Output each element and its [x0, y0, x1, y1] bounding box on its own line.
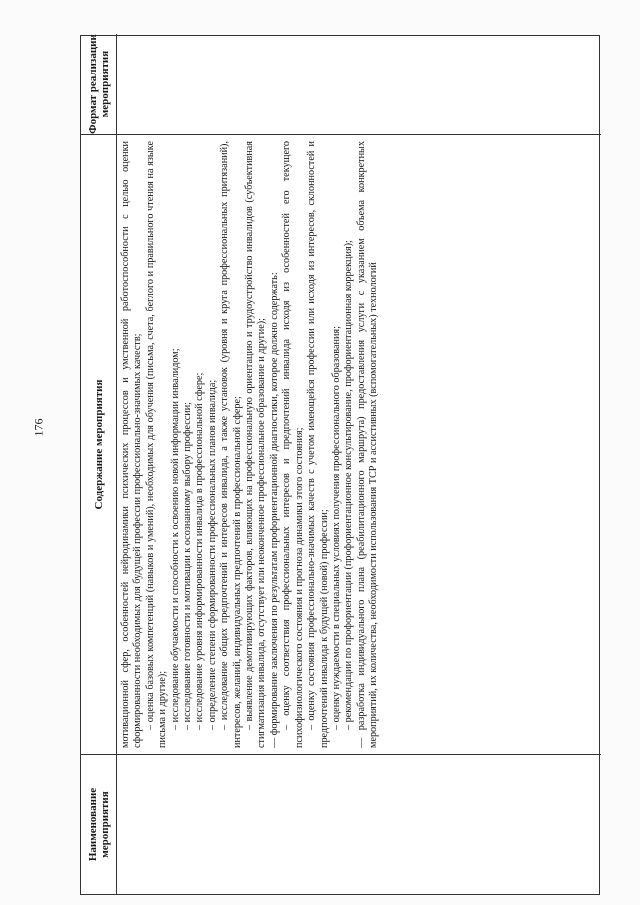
table-header-row: [81, 34, 117, 894]
content-paragraph: – исследование готовности и мотивации к осознанному выбору профессии;: [182, 401, 194, 730]
table-body-row: [117, 34, 601, 894]
activities-table: [80, 35, 600, 895]
header-activity-name: Наименование мероприятия: [81, 754, 117, 894]
cell-activity-name: [117, 754, 601, 894]
content-paragraph: – исследование общих предпочтений и интересов инвалида, а также установок (уровня и круга профессиональных притязаний), интересов, желаний, индивидуальных предпочтений в профессиональной сфере;: [219, 141, 243, 748]
content-paragraph: — формирование заключения по результатам профориентационной диагностики, которое должно содержать:: [268, 272, 280, 748]
content-paragraph: – исследование уровня информированности инвалида в профессиональной сфере;: [194, 372, 206, 730]
content-paragraph: – определение степени сформированности профессиональных планов инвалида;: [206, 379, 218, 730]
header-activity-format: Формат реализации мероприятия: [87, 34, 111, 134]
content-paragraph: – оценка базовых компетенций (навыков и умений), необходимых для обучения (письма, счета, беглого и правильного чтения на языке письма и другие);: [144, 141, 169, 748]
cell-activity-format: [117, 34, 601, 134]
header-activity-content: Содержание мероприятия: [81, 134, 117, 754]
rotated-table-wrapper: [80, 35, 600, 895]
page-number: 176: [31, 418, 46, 437]
content-paragraph: мотивационной сфер, особенностей нейродинамики психических процессов и умственной работоспособности с целью оценки сформированности необходимых для будущей профессии профессионально-значимых качеств;: [120, 141, 144, 748]
content-paragraph: – рекомендации по профориентации (профориентационное консультирование, профориентационная коррекция);: [343, 240, 355, 730]
content-paragraph: – оценку соответствия профессиональных интересов и предпочтений инвалида исходя из особенностей его текущего психофизиологического состояния и прогноза динамики этого состояния;: [281, 141, 305, 748]
content-paragraph: – выявление демотивирующих факторов, влияющих на профессиональную ориентацию и трудоустройство инвалидов (субъективная стигматизация инвалида, отсутствует или неоконченное профессиональное образование и другие);: [244, 141, 268, 748]
content-paragraph: – исследование обучаемости и способности к освоению новой информации инвалидом;: [169, 348, 181, 730]
content-paragraph: – оценку нуждаемости в специальных условиях получения профессионального образования;: [330, 326, 342, 730]
cell-activity-content: [117, 134, 601, 754]
content-paragraph: — разработка индивидуального плана (реабилитационного маршрута) предоставления услуги с указанием объема конкретных мероприятий, их количества, необходимости использования ТСР и ассистивных (вспомогательных) технологий: [355, 141, 380, 748]
content-paragraph: – оценку состояния профессионально-значимых качеств с учетом имеющейся профессии или исходя из интересов, склонностей и предпочтений инвалида к будущей (новой) профессии;: [306, 141, 330, 748]
